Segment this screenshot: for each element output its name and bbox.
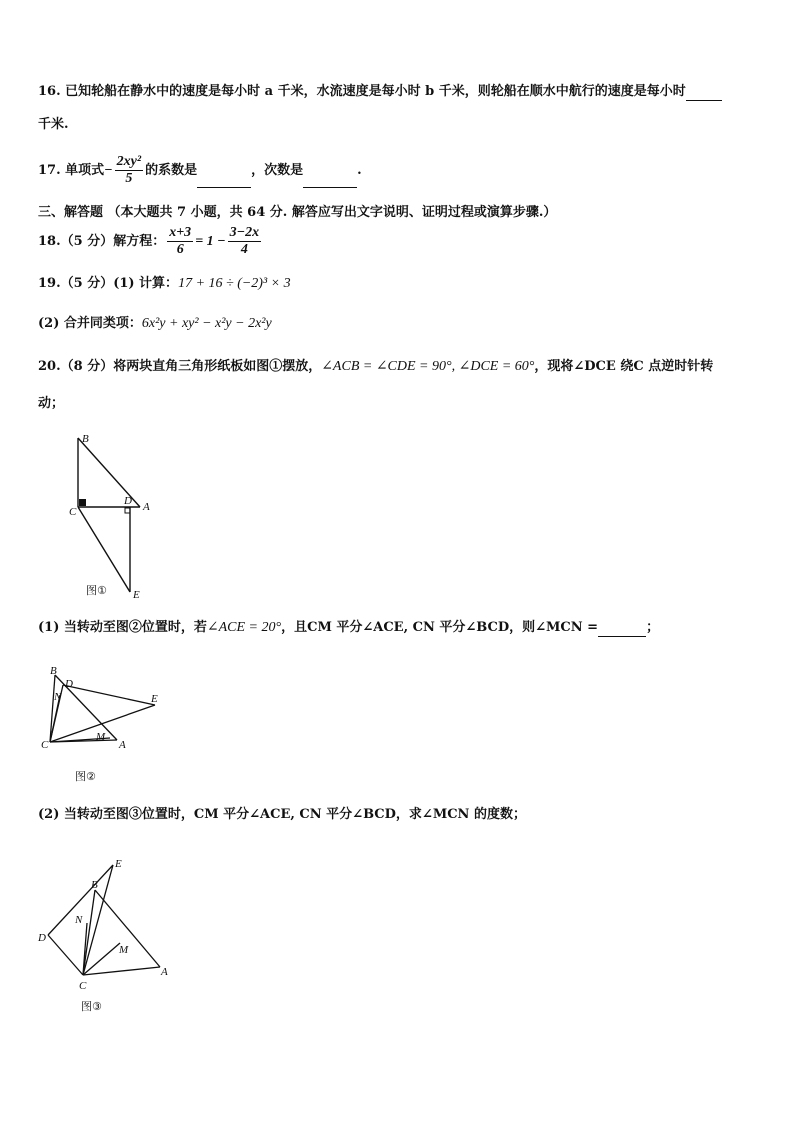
q17-coefficient-blank[interactable] [197, 173, 251, 188]
q18-lhs-fraction [167, 225, 193, 258]
figure-2 [35, 660, 185, 785]
figure-1 [60, 430, 170, 605]
q20-part1-end: ； [646, 620, 660, 635]
q20-part1-answer-blank[interactable] [598, 622, 646, 637]
q18-rhs-num: 3−2x [229, 225, 260, 240]
fig1-segment-ce [78, 507, 130, 592]
fig2-label-n: N [54, 691, 62, 703]
fig2-segment-de [63, 685, 155, 705]
fig3-label-d: D [38, 932, 46, 944]
q18-text [38, 224, 263, 260]
q18-rhs-den: 4 [240, 242, 248, 257]
q17-frac-den: 5 [125, 171, 133, 186]
fig2-label-a: A [119, 739, 126, 751]
q18-lhs-num: x+3 [169, 225, 192, 240]
q20-part2-label: (2) 当转动至图③位置时， [38, 807, 194, 822]
fig1-label-a: A [143, 501, 150, 513]
fig1-right-angle-d [125, 508, 130, 513]
fig2-label-c: C [41, 739, 49, 751]
fig2-label-b: B [50, 665, 57, 677]
fig2-caption: 图② [75, 770, 96, 783]
q17-frac-num: 2xy² [116, 154, 142, 169]
q16-stem: 16. 已知轮船在静水中的速度是每小时 a 千米，水流速度是每小时 b 千米，则轮船在顺水中航行的速度是每小时 [38, 84, 686, 99]
fig1-label-e: E [133, 589, 140, 601]
q17-degree-blank[interactable] [303, 173, 357, 188]
q19-part2-label: (2) 合并同类项： [38, 316, 142, 331]
fig3-label-m: M [119, 944, 129, 956]
fig3-label-e: E [115, 858, 122, 870]
q19-part2-expr: 6x²y + xy² − x²y − 2x²y [141, 316, 272, 331]
fig1-label-c: C [69, 506, 77, 518]
fig3-label-b: B [91, 879, 98, 891]
q16-text [38, 83, 722, 101]
q18-eq: = 1 − [195, 234, 226, 249]
fig3-label-a: A [161, 966, 168, 978]
fig3-segment-cm [83, 943, 120, 975]
fig3-segment-cb [83, 890, 95, 975]
fig1-caption: 图① [86, 584, 107, 597]
q17-prefix: 17. 单项式 [38, 163, 105, 178]
fig2-label-m: M [96, 731, 106, 743]
section3-title: 三、解答题 （本大题共 7 小题，共 64 分. 解答应写出文字说明、证明过程或演算步骤.） [38, 205, 557, 220]
q17-fraction [115, 154, 143, 187]
fig1-label-b: B [82, 433, 89, 445]
q20-part1 [38, 619, 659, 637]
fig3-segment-cd [48, 935, 83, 975]
q20-part1-label: (1) 当转动至图②位置时，若 [38, 620, 207, 635]
q17-end: . [357, 163, 362, 178]
fig2-label-e: E [151, 693, 158, 705]
q18-lhs-den: 6 [176, 242, 184, 257]
q17-mid: 的系数是 [145, 163, 198, 178]
q20-part2 [38, 806, 526, 824]
q20-cont: 动； [38, 396, 65, 411]
q19-part2 [38, 315, 272, 333]
fig3-label-n: N [75, 914, 83, 926]
q19-text [38, 275, 291, 293]
q16-tail: 千米. [38, 117, 69, 132]
q19-expr: 17 + 16 ÷ (−2)³ × 3 [178, 276, 291, 291]
q20-part1-cond: ∠ACE = 20° [206, 620, 282, 635]
q20-part1-mid: ，且CM 平分∠ACE, CN 平分∠BCD，则∠MCN = [281, 620, 599, 635]
q17-sep: ，次数是 [251, 163, 304, 178]
q18-rhs-fraction [228, 225, 261, 258]
q19-label: 19.（5 分）(1) 计算： [38, 276, 179, 291]
fig3-caption: 图③ [81, 1000, 102, 1013]
fig2-label-d: D [65, 678, 73, 690]
fig3-label-c: C [79, 980, 87, 992]
q20-condition: ∠ACB = ∠CDE = 90°, ∠DCE = 60° [321, 359, 535, 374]
q20-part2-text: CM 平分∠ACE, CN 平分∠BCD，求∠MCN 的度数； [193, 807, 526, 822]
q16-answer-blank[interactable] [686, 86, 722, 101]
q17-minus: − [104, 163, 113, 178]
q20-rest: ，现将∠DCE 绕C 点逆时针转 [534, 359, 714, 374]
figure-3 [35, 855, 180, 1015]
q17-text [38, 154, 362, 188]
q20-text [38, 358, 713, 376]
q18-label: 18.（5 分）解方程： [38, 234, 166, 249]
fig1-right-angle-c [79, 499, 86, 506]
fig3-segment-ca [83, 967, 160, 975]
fig1-label-d: D [124, 495, 132, 507]
q20-label: 20.（8 分）将两块直角三角形纸板如图①摆放， [38, 359, 322, 374]
